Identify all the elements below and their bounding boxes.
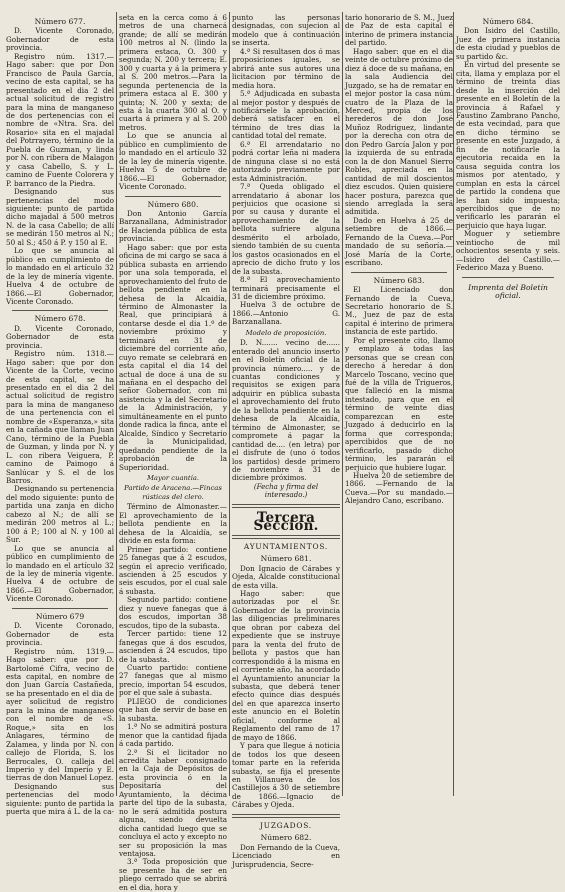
notice-text: Término de Almonaster.—El aprovechamiento de la bellota pendiente en la dehesa de la Alcaidía, se divide en esta forma: — [119, 502, 227, 546]
notice-text: Designando su pertenencia del modo siguiente: punto de partida una zanja en dicho cabezo al N.; de allí se medirán 200 metros al L.; 100 á P.; 100 al N. y 100 al Sur. — [6, 484, 114, 545]
notice-text: Dado en Huelva á 25 de setiembre de 1866.—Fernando de la Cueva.—Por mandado de su señoría.—José María de la Corte, escribano. — [345, 215, 453, 268]
subheading: Mayor cuantía. — [146, 474, 200, 483]
notice-text: Hago saber: que autorizadas por el Sr. Gobernador de la provincia las diligencias preliminares que obran por cabeza del expediente que se instruye para la venta del fruto de bellota y pastos que han correspondido á la misma en el corriente año, ha acordado el Ayuntamiento anunciar la subasta, que deberá tener efecto quince dias después del en que aparezca inserto este anuncio en el Boletín oficial, conforme al Reglamento del ramo de 17 de mayo de 1866. — [232, 589, 340, 742]
column-rule — [116, 12, 117, 796]
notice-text: PLIEGO de condiciones que han de servir de base en la subasta. — [119, 696, 227, 723]
column-rule — [342, 12, 343, 796]
notice-number: Número 680. — [147, 199, 199, 209]
column-3 — [232, 13, 340, 869]
notice-text: 6.ª El arrendatario no podrá cortar leña ni madera de ninguna clase si no está autorizado previamente por esta Administración. — [232, 139, 340, 183]
divider — [125, 196, 221, 197]
notice-text: Y para que llegue á noticia de todos los que deseen tomar parte en la referida subasta, se fija el presente en Villanueva de los Castillejos á 30 de setiembre de 1866.—Ignacio de Cárabes y Ojeda. — [232, 741, 340, 810]
notice-text: 7.ª Queda obligado el arrendatario á abonar los perjuicios que ocasione si por su causa y durante el aprovechamiento de la bellota sufriere alguna desmérito el arbolado, siendo también de su cuenta los gastos ocasionados en el aprecio de dicho fruto y los de la subasta. — [232, 182, 340, 276]
section-title: Tercera Seccion. — [253, 509, 319, 535]
notice-number: Número 678. — [34, 314, 86, 324]
notice-number: Número 683. — [373, 275, 425, 285]
notice-text: En virtud del presente se cita, llama y emplaza por el término de treinta dias desde la inserción del presente en el Boletín de la provincia á Rafael y Faustino Zambrano Pancho, de esta vecindad, para que en dicho término se presente en este Juzgado, á fin de notificarle la ejecutoria recaida en la causa seguida contra los mismos por atentado, y cumplan en esta la cárcel de partido la condena que les han sido impuesta; apercibidos que de no verificarlo les pararán el perjuicio que haya lugar. — [456, 60, 560, 230]
notice-text: Tercer partido: tiene 12 fanegas que á dos escudos, ascienden á 24 escudos, tipo de la subasta. — [119, 629, 227, 664]
notice-heading: D. Vicente Coronado, Gobernador de esta provincia. — [6, 621, 114, 648]
notice-heading: Don Isidro del Castillo, Juez de primera instancia de esta ciudad y pueblos de su partido &c. — [456, 26, 560, 61]
notice-heading: Don Antonio García Barzanallana, Administrador de Hacienda pública de esta provincia. — [119, 208, 227, 244]
section-subtitle: JUZGADOS. — [260, 820, 312, 830]
notice-text: Designando sus pertenencias del modo siguiente: punto de partida la puerta que mira á L. de la ca- — [6, 781, 115, 817]
notice-text: Hago saber: que en el dia veinte de octubre próximo de diez á doce de su mañana, en la sala Audiencia del Juzgado, se ha de rematar en el mejor postor la casa núm. cuatro de la Plaza de la Merced, propia de los herederos de don José Muñoz Rodriguez, lindante por la derecha con otra de don Pedro García Jalon y por la izquierda de su entrada con la de don Manuel Sierro Robles, apreciada en la cantidad de mil doscientos diez escudos. Quien quisiere hacer postura, parezca que siendo arreglada la será admitida. — [345, 46, 453, 217]
subheading: Modelo de proposición. — [245, 328, 327, 337]
column-4 — [345, 14, 453, 796]
notice-heading: Don Fernando de la Cueva, Licenciado en Jurisprudencia, Secre- — [232, 842, 340, 869]
notice-text: 8.ª El aprovechamiento terminará precisamente el 31 de diciembre próximo. — [232, 275, 340, 301]
subheading: Partido de Aracena.—Fincas rústicas del clero. — [124, 484, 222, 501]
notice-heading: El Licenciado don Fernando de la Cueva, Secretario honorario de S. M., Juez de paz de esta capital é interino de primera instancia de este partido. — [345, 285, 453, 337]
column-2 — [119, 13, 227, 892]
notice-text: Por el presente cito, llamo y emplazo á todas las personas que se crean con derecho á heredar á don Marcelo Toscano, vecino que fué de la villa de Trigueros, que falleció en la misma intestado, para que en el término de veinte dias comparezcan en este Juzgado á deducirlo en la forma que corresponda; apercibidos que de no verificarlo, pasado dicho término, les pararán el perjuicio que hubiere lugar. — [345, 335, 453, 472]
divider — [462, 277, 554, 278]
printer-imprint: Imprenta del Boletín oficial. — [468, 282, 548, 301]
double-rule — [232, 814, 340, 818]
notice-text: D. N....... vecino de...... enterado del anuncio inserto en el Boletín oficial de la provincia número..... y de cuantas condiciones y requisitos se exigen para adquirir en pública subasta el aprovechamiento del fruto de la bellota pendiente en la dehesa de la Alcaidía, término de Almonaster, se compromete á pagar la cantidad de.... (en letra) por el disfrute de (uno ó todos los partidos) desde primero de noviembre á 31 de diciembre próximos. — [232, 338, 340, 483]
signature-note: (Fecha y firma del interesado.) — [253, 482, 319, 500]
notice-number: Número 684. — [482, 17, 534, 26]
notice-text: Cuarto partido: contiene 27 fanegas que al mismo precio, importan 54 escudos, por el que sale á subasta. — [119, 662, 227, 698]
column-rule — [453, 12, 454, 796]
notice-text: Hago saber: que por esta oficina de mi cargo se saca á pública subasta en arriendo por una sola temporada, el aprovechamiento del fruto de bellota pendiente en la dehesa de la Alcaidía, término de Almonaster la Real, que principiará á contarse desde el dia 1.º de noviembre próximo y terminará en 31 de diciembre del corriente año, cuyo remate se celebrará en esta capital el dia 14 del actual de doce á una de su mañana en el despacho del señor Gobernador, con mi asistencia y la del Secretario de la Administración, y simultáneamente en el punto donde radica la finca, ante el Alcalde, Síndico y Secretario de la Municipalidad, quedando pendiente de la aprobación de la Superioridad. — [119, 242, 227, 472]
notice-text: seta en la cerca como á 6 metros de una charnecá grande; de allí se medirán 100 metros al N. (lindo la primera estaca, O. 300 y segunda; N. 200 y tercera; E. 300 y cuarta y á la primera y al S. 200 metros.—Para la segunda pertenencia de la primera estaca al E. 300 y quinta; N. 200 y sexta; de esta á la cuarta 300 al O. y cuarta á primera y al S. 200 metros. — [119, 13, 227, 132]
column-5 — [456, 14, 560, 796]
divider — [12, 310, 108, 311]
notice-text: Primer partido: contiene 25 fanegas que á 2 escudos, según el aprecio verificado, ascienden á 25 escudos y seis escudos, por el cual sale á subasta. — [119, 544, 227, 596]
notice-text: Huelva 20 de setiembre de 1866. —Fernando de la Cueva.—Por su mandado.—Alejandro Cano, escribano. — [345, 471, 453, 506]
notice-heading: Don Ignacio de Cárabes y Ojeda, Alcalde constitucional de esta villa. — [232, 563, 340, 590]
notice-text: Lo que se anuncia al público en cumplimiento de lo mandado en el artículo 32 de la ley de minería vigente. Huelva 4 de octubre de 1866.—El Gobernador, Vicente Coronado. — [6, 543, 114, 604]
notice-number: Número 682. — [260, 833, 312, 843]
notice-number: Número 679 — [35, 611, 85, 621]
column-1 — [6, 14, 115, 817]
notice-text: Registro núm. 1317.—Hago saber: que por Don Francisco de Paula García, vecino de esta capital, se ha presentado en el dia 2 del actual solicitud de registro para la mina de manganeso de dos pertenencias con el nombre de «Ntra. Sra. del Rosario» sita en el majadal del Potrrayero, término de la Puebla de Guzman, y linda por N. con ribera de Malagon y casa Cabello, S. y L. camino de Fuente Colorera y P. barranco de la Piedra. — [6, 51, 114, 188]
notice-text: 3.ª Toda proposición que se presente ha de ser en pliego cerrado que se abrirá en el dia, hora y — [119, 857, 227, 892]
notice-text: Registro núm. 1318.—Hago saber: que por don Vicente de la Corte, vecino de esta capital, se ha presentado en el dia 2 del actual solicitud de registro para la mina de manganeso de una pertenencia con el nombre de «Esperanza,» sita en la cañada que llaman Juan Cano, término de la Puebla de Guzman, y linda por N. y L. con ribera Veiguera, P. camino de Paimogo á Sanlúcar y S. el de los Barros. — [6, 349, 114, 486]
notice-text: tario honorario de S. M., Juez de Paz de esta capital é interino de primera instancia del partido. — [345, 13, 453, 48]
notice-number: Número 681. — [260, 554, 312, 564]
notice-text: 1.ª No se admitirá postura menor que la cantidad fijada á cada partido. — [119, 722, 227, 749]
notice-text: Designando sus pertenencias del modo siguiente: punto de partida dicho majadal á 500 metros N. de la casa Cabello; de allí se medirán 150 metros al N.; 50 al S.; 450 á P. y 150 al E. — [6, 187, 114, 247]
notice-text: Lo que se anuncia al público en cumplimiento de lo mandado en el artículo 32 de la ley de minería vigente. Huelva 5 de octubre de 1866.—El Gobernador, Vicente Coronado. — [119, 131, 227, 192]
notice-text: Segundo partido: contiene diez y nueve fanegas que á dos escudos, importan 38 escudos, tipo de la subasta. — [119, 595, 227, 630]
section-subtitle: AYUNTAMIENTOS. — [243, 541, 329, 551]
notice-text: 4.ª Si resultasen dos ó mas proposiciones iguales, se abrirá ante sus autores una licitacion por término de media hora. — [232, 46, 340, 90]
notice-text: punto las personas designadas, con sujecion al modelo que á continuación se inserta. — [232, 13, 340, 48]
notice-number: Número 677. — [34, 17, 86, 26]
notice-text: Registro núm. 1319.—Hago saber: que por D. Bartolomé Cifra, vecino de esta capital, en nombre de don Juan García Castañeda, se ha presentado en el dia de ayer solicitud de registro para la mina de manganeso con el nombre de «S. Roque,» sita en los Anlagares, término de Zalamea, y linda por N. con callejo de Florida, S. los Berrocales, O. calleja del Imperio y del Imperio y E. tierras de don Manuel Lopez. — [6, 646, 114, 783]
notice-text: 2.ª Si el licitador no acredita haber consignado en la Caja de Depósitos de esta provincia ó en la Depositaría del Ayuntamiento, la décima parte del tipo de la subasta, no le será admitida postura alguna, siendo devuelta dicha cantidad luego que se concluya el acto y excepto no ser su proposición la mas ventajosa. — [119, 747, 227, 858]
notice-text: 5.ª Adjudicada en subasta al mejor postor y después de notificársele la aprobación, deberá satisfacer en el término de tres dias la cantidad total del remate. — [232, 89, 340, 141]
notice-text: Moguer y setiembre veintiocho de mil ochocientos sesenta y seis. —Isidro del Castillo.—Federico Maza y Bueno. — [456, 229, 560, 273]
column-rule — [229, 12, 230, 796]
notice-text: Huelva 3 de octubre de 1866.—Antonio G. Barzanallana. — [232, 300, 340, 327]
divider — [12, 608, 108, 609]
notice-heading: D. Vicente Coronado, Gobernador de esta provincia. — [6, 26, 114, 53]
double-rule — [232, 504, 340, 508]
divider — [351, 272, 447, 273]
notice-text: Lo que se anuncia al público en cumplimiento de lo mandado en el artículo 32 de la ley de minería vigente. Huelva 4 de octubre de 1866.—El Gobernador, Vicente Coronado. — [6, 246, 114, 306]
notice-heading: D. Vicente Coronado, Gobernador de esta provincia. — [6, 323, 114, 350]
double-rule — [232, 535, 340, 539]
